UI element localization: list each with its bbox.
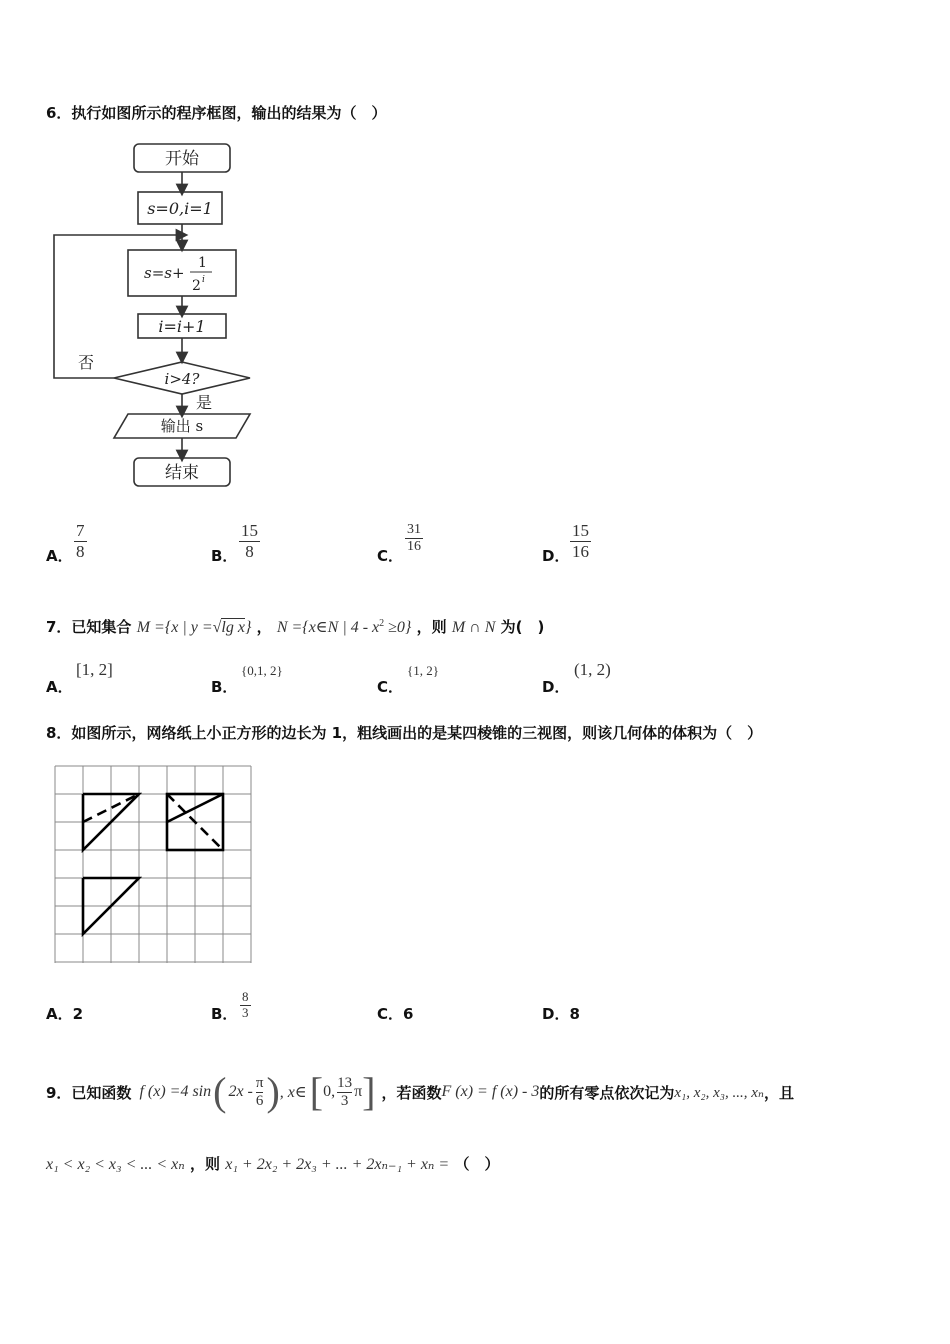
q9-F-def: F (x) = f (x) - 3 [441, 1083, 540, 1100]
q9-order: x₁ < x₂ < x₃ < ... < xₙ [46, 1156, 185, 1173]
flow-assign-lhs: s=s+ [144, 264, 185, 282]
q7-option-c-label[interactable]: C． [377, 678, 404, 696]
q8-option-c-label[interactable]: C．6 [377, 1005, 414, 1023]
q7-stem [46, 616, 544, 637]
right-paren-icon: ) [266, 1069, 280, 1114]
q7-setN: N ={x∈N | 4 - x [276, 619, 380, 636]
q6-d-num: 15 [572, 521, 589, 540]
q6-option-d-label[interactable]: D． [542, 547, 570, 565]
q9-domain-frac [337, 1075, 352, 1109]
q7-setN-exp: 2 [379, 618, 385, 629]
q7-setN-end: ≥0} [384, 619, 412, 636]
q6-option-a-label[interactable]: A． [46, 547, 73, 565]
q8-option-b-label[interactable]: B． [211, 1005, 238, 1023]
q9-domain-pi: π [354, 1083, 363, 1100]
q6-a-den: 8 [76, 541, 85, 561]
q9-mid: ，若函数 [381, 1083, 442, 1102]
q9-domain-num: 13 [337, 1075, 353, 1091]
q8-option-b-value [240, 990, 251, 1021]
q6-b-num: 15 [241, 521, 258, 540]
q6-option-b-value [239, 521, 260, 561]
flow-init-label: s=0,i=1 [147, 199, 213, 218]
q6-c-num: 31 [405, 522, 423, 539]
flow-yes-label: 是 [196, 393, 213, 412]
q9-stem [46, 1069, 794, 1114]
q7-option-a-value: [1, 2] [76, 660, 113, 679]
flow-start-label: 开始 [165, 149, 199, 169]
q7-setM-root: lg x [221, 619, 245, 636]
q6-option-c-value [405, 522, 423, 555]
q7-comma: ， [256, 618, 272, 636]
flow-no-label: 否 [78, 353, 95, 372]
flow-assign-exp: i [202, 275, 205, 285]
left-bracket-icon: [ [309, 1069, 324, 1114]
q6-c-den: 16 [407, 539, 421, 555]
q9-f-def: f (x) =4 sin [139, 1083, 212, 1100]
left-paren-icon: ( [213, 1069, 227, 1114]
q7-suffix: 为( ) [500, 618, 545, 636]
q9-then: ，则 [190, 1155, 221, 1173]
q9-domain-a: 0, [323, 1083, 336, 1100]
flow-end-label: 结束 [165, 463, 199, 483]
right-bracket-icon: ] [362, 1069, 376, 1114]
q9-zeros-list: x₁, x₂, x₃, ..., xₙ [674, 1084, 764, 1101]
q6-option-c-label[interactable]: C． [377, 547, 404, 565]
q7-option-d-value: (1, 2) [574, 660, 611, 679]
q8-stem: 8．如图所示，网络纸上小正方形的边长为 1，粗线画出的是某四棱锥的三视图，则该几何体的体积为（ ） [46, 724, 763, 742]
q8-option-d-label[interactable]: D．8 [542, 1005, 580, 1023]
q7-then: ，则 [416, 618, 447, 636]
flow-cond-label: i>4? [164, 370, 200, 388]
flow-assign-den: 2 [192, 278, 201, 294]
flow-loop-line [54, 235, 182, 378]
q6-flowchart [46, 138, 306, 508]
q9-domain-pre: , x∈ [279, 1084, 307, 1101]
q6-option-b-label[interactable]: B． [211, 547, 238, 565]
flow-output-label: 输出 s [160, 417, 204, 435]
q7-option-b-label[interactable]: B． [211, 678, 238, 696]
q9-stem-line2 [46, 1153, 499, 1174]
q9-zeros-text: 的所有零点依次记为 [539, 1083, 675, 1102]
q6-d-den: 16 [572, 541, 589, 561]
q9-inner-a: 2x - [228, 1083, 253, 1100]
q6-option-d-value [570, 521, 591, 561]
q8-option-a-label[interactable]: A．2 [46, 1005, 84, 1023]
q7-setM-close: } [244, 619, 252, 636]
q8-b-num: 8 [242, 989, 249, 1004]
sqrt-icon: √ [212, 619, 222, 636]
q7-option-b-value: {0,1, 2} [241, 663, 283, 678]
q8-three-view-grid [52, 763, 257, 968]
q6-a-num: 7 [76, 521, 85, 540]
q7-option-a-label[interactable]: A． [46, 678, 73, 696]
q9-prefix: 9．已知函数 [46, 1083, 132, 1102]
q9-sum: x₁ + 2x₂ + 2x₃ + ... + 2xₙ₋₁ + xₙ = [225, 1156, 450, 1173]
q7-setM-lhs: M = [136, 619, 165, 636]
q9-and: ，且 [763, 1083, 794, 1102]
q7-prefix: 7．已知集合 [46, 618, 132, 636]
q9-domain-den: 3 [340, 1092, 349, 1109]
flow-assign-num: 1 [198, 255, 207, 271]
q7-intersect: M ∩ N [451, 619, 496, 636]
q7-option-d-label[interactable]: D． [542, 678, 570, 696]
q6-option-a-value [74, 521, 87, 561]
q9-pi-den: 6 [255, 1092, 264, 1109]
q7-setM-body: {x | y = [164, 619, 213, 636]
q8-d-value: 8 [569, 1005, 580, 1023]
q6-b-den: 8 [245, 541, 254, 561]
q8-a-value: 2 [72, 1005, 84, 1023]
q8-b-den: 3 [242, 1004, 249, 1020]
q9-pi-num: π [255, 1075, 264, 1091]
q7-option-c-value: {1, 2} [407, 663, 439, 678]
q6-stem: 6．执行如图所示的程序框图，输出的结果为（ ） [46, 104, 387, 122]
flow-inc-label: i=i+1 [158, 317, 206, 336]
q9-pi-frac [256, 1075, 264, 1109]
q9-suffix: （ ） [454, 1155, 500, 1173]
q8-c-value: 6 [403, 1005, 414, 1023]
